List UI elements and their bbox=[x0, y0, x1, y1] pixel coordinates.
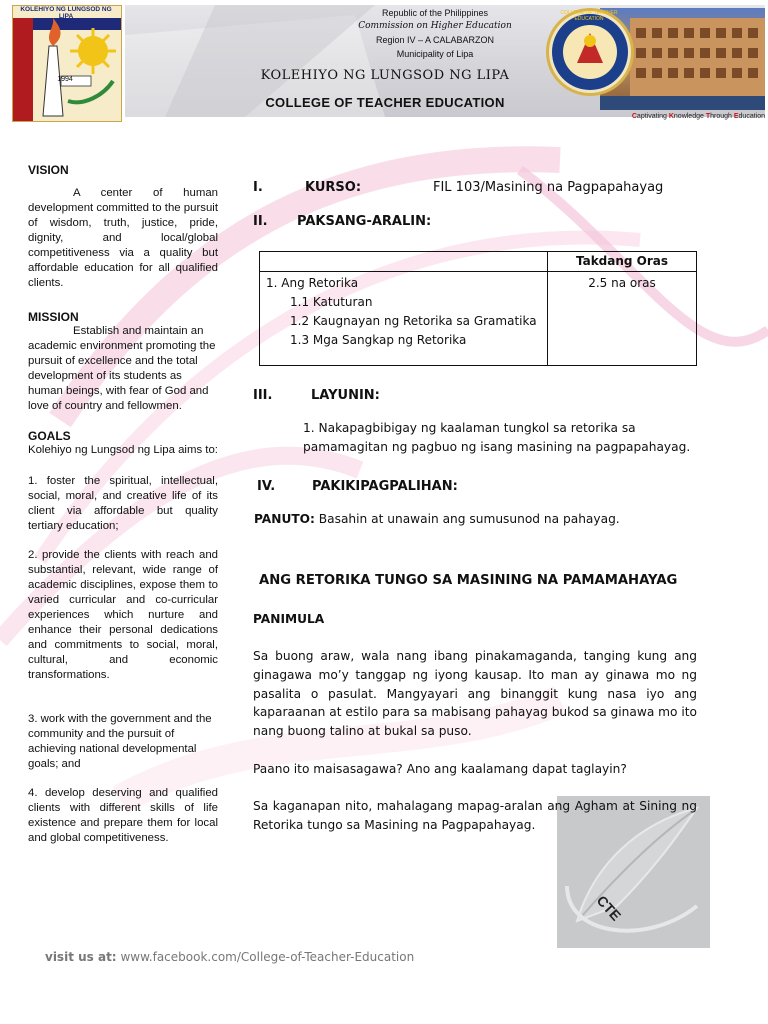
table-time-value: 2.5 na oras bbox=[548, 272, 697, 366]
department-seal-text: COLLEGE OF TEACHER EDUCATION bbox=[560, 10, 618, 22]
goals-intro: Kolehiyo ng Lungsod ng Lipa aims to: bbox=[28, 444, 218, 456]
vision-text: A center of human development committed to the pursuit of wisdom, truth, justice, pride, dignity, and local/global competitiveness via a quality but affordable education for all qualified clients. bbox=[28, 187, 218, 289]
footer bbox=[45, 950, 414, 964]
watermark-text: CTE bbox=[593, 892, 625, 924]
footer-link[interactable]: www.facebook.com/College-of-Teacher-Education bbox=[120, 950, 415, 964]
article-paragraph: Paano ito maisasagawa? Ano ang kaalamang dapat taglayin? bbox=[253, 762, 627, 776]
article-title: ANG RETORIKA TUNGO SA MASINING NA PAMAMAHAYAG bbox=[259, 573, 678, 588]
header-region: Region IV – A CALABARZON bbox=[375, 35, 495, 45]
table-topic-cell bbox=[260, 272, 548, 366]
vision-heading: VISION bbox=[28, 163, 69, 177]
header-municipality: Municipality of Lipa bbox=[396, 49, 474, 59]
department-seal-icon bbox=[549, 11, 631, 93]
table-header-blank bbox=[260, 252, 548, 272]
article-paragraph: Sa buong araw, wala nang ibang pinakamaganda, tanging kung ang ginagawa mo’y tanggap ng iyong kausap. Ito man ay ginawa mo ng pasalita o pasulat. Mangyayari ang binanggit kung nasa iyo ang kaparaanan at estilo para sa mabisang pahayag bukod sa ginawa mo ito nang buong talino at bukal sa puso. bbox=[253, 649, 697, 739]
college-seal-icon bbox=[13, 6, 121, 121]
goals-heading: GOALS bbox=[28, 429, 71, 443]
mission-heading: MISSION bbox=[28, 310, 79, 324]
lesson-table bbox=[259, 251, 697, 366]
section-title-layunin: LAYUNIN: bbox=[311, 388, 380, 403]
header-tagline: Captivating Knowledge Through Education bbox=[631, 113, 765, 120]
goal-item: 3. work with the government and the community and the pursuit of achieving national developmental goals; and bbox=[28, 713, 212, 770]
header-commission: Commission on Higher Education bbox=[358, 21, 512, 31]
table-topic: 1. Ang Retorika bbox=[266, 276, 359, 290]
goal-item: 1. foster the spiritual, intellectual, social, moral, and creative life of its client via affordable but quality tertiary education; bbox=[28, 475, 218, 532]
header-republic: Republic of the Philippines bbox=[381, 8, 489, 18]
logo-left-text: KOLEHIYO NG LUNGSOD NG LIPA bbox=[20, 6, 112, 20]
section-number: I. bbox=[253, 180, 263, 195]
mission-text: Establish and maintain an academic environment promoting the pursuit of excellence and the total development of its students as human beings, with fear of God and love of country and fellowmen. bbox=[28, 325, 216, 412]
goal-item: 4. develop deserving and qualified clients with different skills of life existence and prepare them for local and global competitiveness. bbox=[28, 787, 218, 844]
section-title-kurso: KURSO: bbox=[305, 180, 362, 195]
table-header-time: Takdang Oras bbox=[548, 252, 697, 272]
section-title-pakikipagpalihan: PAKIKIPAGPALIHAN: bbox=[312, 479, 458, 494]
article-paragraph: Sa kaganapan nito, mahalagang mapag-aralan ang Agham at Sining ng Retorika tungo sa Masining na Pagpapahayag. bbox=[253, 799, 697, 832]
section-number: II. bbox=[253, 214, 268, 229]
goal-item: 2. provide the clients with reach and substantial, relevant, wide range of academic disciplines, expose them to varied curricular and co-curricular experiences which nurture and enhance their personal dedications and commitments to social, moral, cultural, and economic transformations. bbox=[28, 549, 218, 681]
panuto-label: PANUTO: bbox=[254, 512, 315, 526]
college-logo bbox=[12, 5, 122, 122]
section-title-paksang-aralin: PAKSANG-ARALIN: bbox=[297, 214, 432, 229]
logo-left-year: 1994 bbox=[57, 76, 73, 83]
panimula-heading: PANIMULA bbox=[253, 612, 325, 626]
header-department: COLLEGE OF TEACHER EDUCATION bbox=[265, 95, 505, 110]
panuto bbox=[254, 512, 620, 526]
table-subtopic: 1.3 Mga Sangkap ng Retorika bbox=[290, 333, 467, 347]
header-college-name: KOLEHIYO NG LUNGSOD NG LIPA bbox=[260, 68, 510, 83]
layunin-text: 1. Nakapagbibigay ng kaalaman tungkol sa retorika sa pamamagitan ng pagbuo ng isang masining na pagpapahayag. bbox=[303, 421, 691, 454]
table-subtopic: 1.1 Katuturan bbox=[290, 295, 373, 309]
table-subtopic: 1.2 Kaugnayan ng Retorika sa Gramatika bbox=[290, 314, 537, 328]
kurso-value: FIL 103/Masining na Pagpapahayag bbox=[433, 180, 664, 195]
panuto-text: Basahin at unawain ang sumusunod na pahayag. bbox=[318, 512, 620, 526]
section-number: III. bbox=[253, 388, 273, 403]
section-number: IV. bbox=[257, 479, 276, 494]
footer-label: visit us at: bbox=[45, 950, 117, 964]
